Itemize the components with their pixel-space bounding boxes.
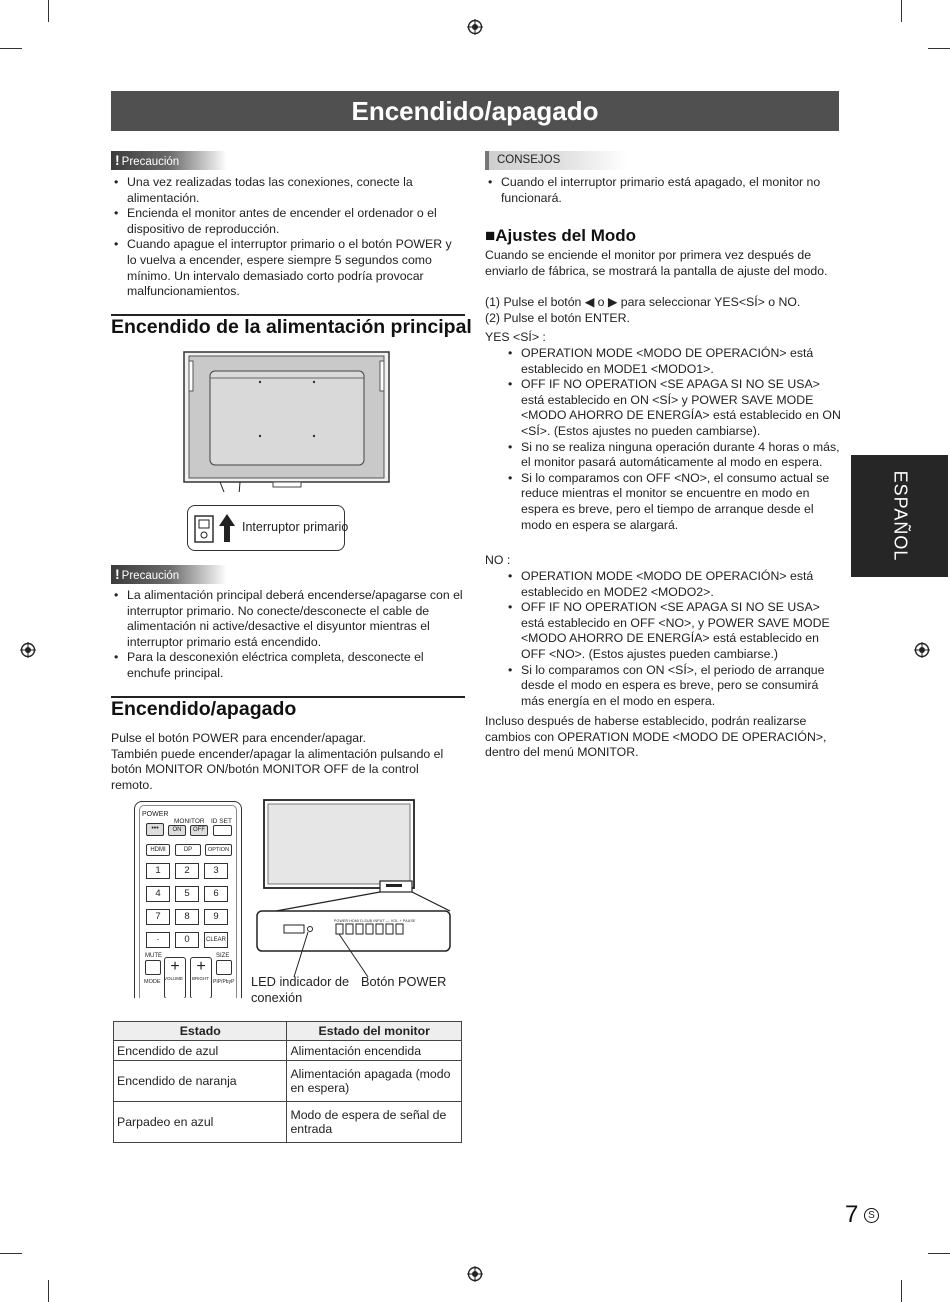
remote-key: 8 xyxy=(175,909,199,925)
paragraph-line: También puede encender/apagar la alimentación pulsando el botón MONITOR ON/botón MONITOR OFF de la control remoto. xyxy=(111,746,444,792)
mode-intro: Cuando se enciende el monitor por primera vez después de enviarlo de fábrica, se mostrará la pantalla de ajuste del modo. xyxy=(485,248,828,278)
primary-switch-callout xyxy=(187,505,349,551)
square-bullet-icon: ■ xyxy=(485,226,496,245)
remote-key: 3 xyxy=(204,863,228,879)
remote-mute-button xyxy=(145,960,161,975)
caution-label: Precaución xyxy=(121,570,180,582)
label-line: LED indicador de xyxy=(251,974,350,989)
caution-label: Precaución xyxy=(121,156,180,168)
list-item: • Si lo comparamos con ON <SÍ>, el periodo de arranque desde el modo en espera es breve, pero se consumirá más energía en el modo en espera. xyxy=(505,663,841,710)
crop-mark xyxy=(901,1280,902,1302)
led-indicator-label xyxy=(251,974,349,1006)
table-cell: Encendido de naranja xyxy=(114,1061,287,1102)
table-row xyxy=(114,1102,462,1143)
remote-size-button xyxy=(216,960,232,975)
page-title: Encendido/apagado xyxy=(111,91,839,131)
section-paragraph xyxy=(111,731,456,793)
panel-labels: POWER HDMI D-SUB INPUT — VOL + PAUSE xyxy=(334,919,416,923)
caution-list xyxy=(111,588,467,682)
table-header: Estado xyxy=(114,1022,287,1041)
remote-option-button: OPTION xyxy=(205,844,232,856)
remote-key: 6 xyxy=(204,886,228,902)
list-item: • OPERATION MODE <MODO DE OPERACIÓN> está establecido en MODE2 <MODO2>. xyxy=(505,569,841,600)
registration-mark-icon xyxy=(467,1266,483,1282)
warning-icon: ! xyxy=(115,152,120,168)
list-item: • Si no se realiza ninguna operación durante 4 horas o más, el monitor pasará automáticamente al modo en espera. xyxy=(505,440,841,471)
remote-key: 7 xyxy=(146,909,170,925)
caution-tag xyxy=(111,565,227,584)
remote-control-illustration xyxy=(134,801,242,998)
monitor-back-illustration xyxy=(180,347,395,492)
no-label: NO : xyxy=(485,553,511,567)
remote-key: 5 xyxy=(175,886,199,902)
list-item: • Cuando el interruptor primario está apagado, el monitor no funcionará. xyxy=(485,175,840,206)
table-cell: Modo de espera de señal de entrada xyxy=(287,1102,462,1143)
crop-mark xyxy=(901,0,902,22)
table-row xyxy=(114,1041,462,1061)
table-header: Estado del monitor xyxy=(287,1022,462,1041)
status-table xyxy=(113,1021,462,1143)
crop-mark xyxy=(48,1280,49,1302)
remote-label: PIP/PbyP xyxy=(213,979,235,985)
remote-bright-rocker: + xyxy=(190,957,212,998)
list-item: • OFF IF NO OPERATION <SE APAGA SI NO SE USA> está establecido en OFF <NO>, y POWER SAVE MODE <MODO AHORRO DE ENERGÍA> está establecido en OFF <NO>. (Estos ajustes pueden cambiarse.) xyxy=(505,600,841,662)
remote-idset-button xyxy=(213,825,232,836)
registration-mark-icon xyxy=(467,19,483,35)
yes-list xyxy=(505,346,841,533)
remote-label: MONITOR xyxy=(174,818,205,825)
remote-monitor-off-button: OFF xyxy=(190,825,208,836)
remote-hdmi-button: HDMI xyxy=(146,844,170,856)
registration-mark-icon xyxy=(914,642,930,658)
table-cell: Alimentación encendida xyxy=(287,1041,462,1061)
remote-label: MUTE xyxy=(145,953,162,959)
mode-step-2: (2) Pulse el botón ENTER. xyxy=(485,311,630,325)
list-item: • Encienda el monitor antes de encender el ordenador o el dispositivo de reproducción. xyxy=(111,206,461,237)
monitor-front-illustration xyxy=(256,799,456,999)
remote-key: 1 xyxy=(146,863,170,879)
crop-mark xyxy=(0,1253,22,1254)
table-row xyxy=(114,1061,462,1102)
crop-mark xyxy=(48,0,49,22)
language-tab-label: ESPAÑOL xyxy=(890,470,910,562)
remote-label: VOLUME xyxy=(164,976,184,981)
table-cell: Encendido de azul xyxy=(114,1041,287,1061)
remote-label: BRIGHT xyxy=(192,976,210,981)
no-list xyxy=(505,569,841,709)
caution-list xyxy=(111,175,461,300)
table-cell: Parpadeo en azul xyxy=(114,1102,287,1143)
page-number: 7 xyxy=(845,1201,859,1228)
tips-list xyxy=(485,175,840,206)
yes-label: YES <SÍ> : xyxy=(485,330,546,344)
remote-key: · xyxy=(146,932,170,948)
mode-step-1: (1) Pulse el botón ◀ o ▶ para seleccionar YES<SÍ> o NO. xyxy=(485,295,801,309)
remote-key: 0 xyxy=(175,932,199,948)
list-item: • Una vez realizadas todas las conexiones, conecte la alimentación. xyxy=(111,175,461,206)
caution-tag xyxy=(111,151,227,170)
remote-volume-rocker: + xyxy=(164,957,186,998)
registration-mark-icon xyxy=(20,642,36,658)
language-code-badge: S xyxy=(864,1208,879,1223)
remote-key: 4 xyxy=(146,886,170,902)
remote-label: SIZE xyxy=(216,953,230,959)
remote-label: MODE xyxy=(144,979,161,985)
remote-power-button: ••• xyxy=(146,823,164,836)
table-cell: Alimentación apagada (modo en espera) xyxy=(287,1061,462,1102)
remote-key: CLEAR xyxy=(204,932,228,948)
heading-text: Ajustes del Modo xyxy=(495,226,637,245)
remote-keypad xyxy=(146,863,236,948)
remote-monitor-on-button: ON xyxy=(168,825,186,836)
remote-key: 2 xyxy=(175,863,199,879)
list-item: • La alimentación principal deberá encenderse/apagarse con el interruptor primario. No conecte/desconecte el cable de alimentación ni active/desactive el disyuntor mientras el interruptor primario está encendido. xyxy=(111,588,467,650)
list-item: • OFF IF NO OPERATION <SE APAGA SI NO SE USA> está establecido en ON <SÍ> y POWER SAVE MODE <MODO AHORRO DE ENERGÍA> está establecido en ON <SÍ>. (Estos ajustes no pueden cambiarse). xyxy=(505,377,841,439)
remote-label: ID SET xyxy=(211,818,232,825)
list-item: • OPERATION MODE <MODO DE OPERACIÓN> está establecido en MODE1 <MODO1>. xyxy=(505,346,841,377)
mode-closing-note: Incluso después de haberse establecido, podrán realizarse cambios con OPERATION MODE <MODO DE OPERACIÓN>, dentro del menú MONITOR. xyxy=(485,714,827,760)
tips-tag: CONSEJOS xyxy=(485,151,627,170)
list-item: • Para la desconexión eléctrica completa, desconecte el enchufe principal. xyxy=(111,650,467,681)
table-header-row xyxy=(114,1022,462,1041)
power-switch-icon xyxy=(194,512,240,544)
remote-dp-button: DP xyxy=(175,844,201,856)
warning-icon: ! xyxy=(115,566,120,582)
crop-mark xyxy=(0,48,22,49)
switch-label: Interruptor primario xyxy=(242,520,349,534)
section-heading-main-power: Encendido de la alimentación principal xyxy=(111,316,472,338)
paragraph-line: Pulse el botón POWER para encender/apagar. xyxy=(111,731,366,745)
label-line: conexión xyxy=(251,990,303,1005)
crop-mark xyxy=(928,48,950,49)
remote-key: 9 xyxy=(204,909,228,925)
crop-mark xyxy=(928,1253,950,1254)
remote-label: POWER xyxy=(142,811,169,818)
mode-settings-heading xyxy=(485,226,636,246)
list-item: • Cuando apague el interruptor primario o el botón POWER y lo vuelva a encender, espere siempre 5 segundos como mínimo. Un intervalo demasiado corto podría provocar malfuncionamientos. xyxy=(111,237,461,299)
language-tab xyxy=(851,455,948,577)
section-heading-power-onoff: Encendido/apagado xyxy=(111,698,297,720)
power-button-label: Botón POWER xyxy=(361,974,447,989)
list-item: • Si lo comparamos con OFF <NO>, el consumo actual se reduce mientras el monitor se encuentre en modo en espera es breve, pero el tiempo de arranque desde el modo en espera se alargará. xyxy=(505,471,841,533)
